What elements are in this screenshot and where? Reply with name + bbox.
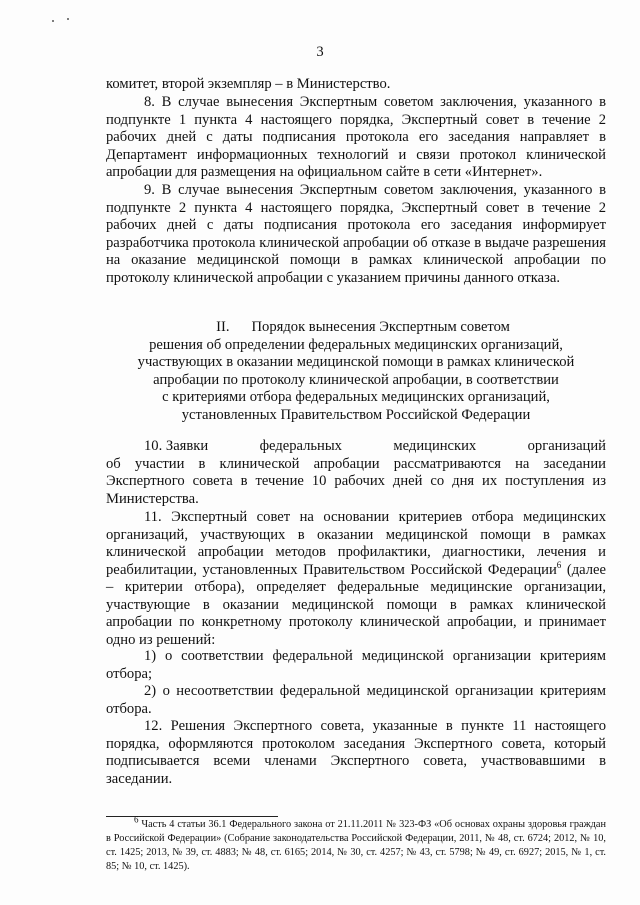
section-title-line-4: апробации по протоколу клинической апробации, в соответствии <box>153 371 559 388</box>
section-title-line-6: установленных Правительством Российской Федерации <box>181 406 531 423</box>
page-number: 3 <box>316 44 324 60</box>
scan-speck <box>52 20 54 22</box>
paragraph-12: 12. Решения Экспертного совета, указанные в пункте 11 настоящего порядка, оформляются протоколом заседания Экспертного совета, который подписывается всеми членами Экспертного совета, участвовавшими в заседании. <box>106 718 606 787</box>
paragraph-10-word-3: медицинских <box>393 438 477 454</box>
section-heading <box>106 319 606 424</box>
footnote-text: Часть 4 статьи 36.1 Федерального закона от 21.11.2011 № 323-ФЗ «Об основах охраны здоровья граждан в Российской Федерации» (Собрание законодательства Российской Федерации, 2011, № 48, ст. 6724; 2012, № 10, ст. 1425; 2013, № 39, ст. 4883; № 48, ст. 6165; 2014, № 30, ст. 4257; № 43, ст. 5798; № 49, ст. 6927; 2015, № 1, ст. 85; № 10, ст. 1425). <box>106 819 606 872</box>
paragraph-8: 8. В случае вынесения Экспертным советом заключения, указанного в подпункте 1 пункта 4 настоящего порядка, Экспертный совет в течение 2 рабочих дней с даты подписания протокола его заседания направляет в Департамент информационных технологий и связи протокол клинической апробации для размещения на официальном сайте в сети «Интернет». <box>106 94 606 181</box>
footnote-marker: 6 <box>134 814 139 825</box>
paragraph-10-rest: об участии в клинической апробации рассматриваются на заседании Экспертного совета в течение 10 рабочих дней со дня их поступления из Министерства. <box>106 455 606 507</box>
scan-speck <box>67 18 69 20</box>
paragraph-11-continuation: (далее – критерии отбора), определяет федеральные медицинские организации, участвующие в оказании медицинской помощи в рамках клинической апробации по конкретному протоколу клинической апробации, и принимает одно из решений: <box>106 561 606 648</box>
paragraph-10-word-2: федеральных <box>259 438 342 454</box>
section-number: II. <box>216 319 230 335</box>
section-title-line-1: Порядок вынесения Экспертным советом <box>251 319 510 335</box>
paragraph-10-word-4: организаций <box>527 438 606 454</box>
intro-line: комитет, второй экземпляр – в Министерство. <box>106 76 391 92</box>
decision-item-2: 2) о несоответствии федеральной медицинской организации критериям отбора. <box>106 683 606 717</box>
decision-item-1: 1) о соответствии федеральной медицинской организации критериям отбора; <box>106 648 606 682</box>
paragraph-9: 9. В случае вынесения Экспертным советом заключения, указанного в подпункте 2 пункта 4 настоящего порядка, Экспертный совет в течение 2 рабочих дней с даты подписания протокола его заседания информирует разработчика протокола клинической апробации об отказе в выдаче разрешения на оказание медицинской помощи в рамках клинической апробации по протоколу клинической апробации с указанием причины данного отказа. <box>106 182 606 286</box>
footnote <box>106 814 606 874</box>
section-title-line-2: решения об определении федеральных медицинских организаций, <box>149 336 563 353</box>
section-title-line-5: с критериями отбора федеральных медицинских организаций, <box>162 389 550 406</box>
paragraph-11 <box>106 509 606 649</box>
section-title-line-3: участвующих в оказании медицинской помощи в рамках клинической <box>137 354 575 371</box>
paragraph-10-word-1: 10. Заявки <box>144 438 209 454</box>
footnote-separator <box>106 816 278 817</box>
footnote-reference: 6 <box>556 559 562 570</box>
paragraph-11-text: 11. Экспертный совет на основании критериев отбора медицинских организаций, участвующих в оказании медицинской помощи в рамках клинической апробации методов профилактики, диагностики, лечения и реабилитации, установленных Правительством Российской Федерации <box>106 509 606 578</box>
paragraph-10 <box>106 438 606 508</box>
